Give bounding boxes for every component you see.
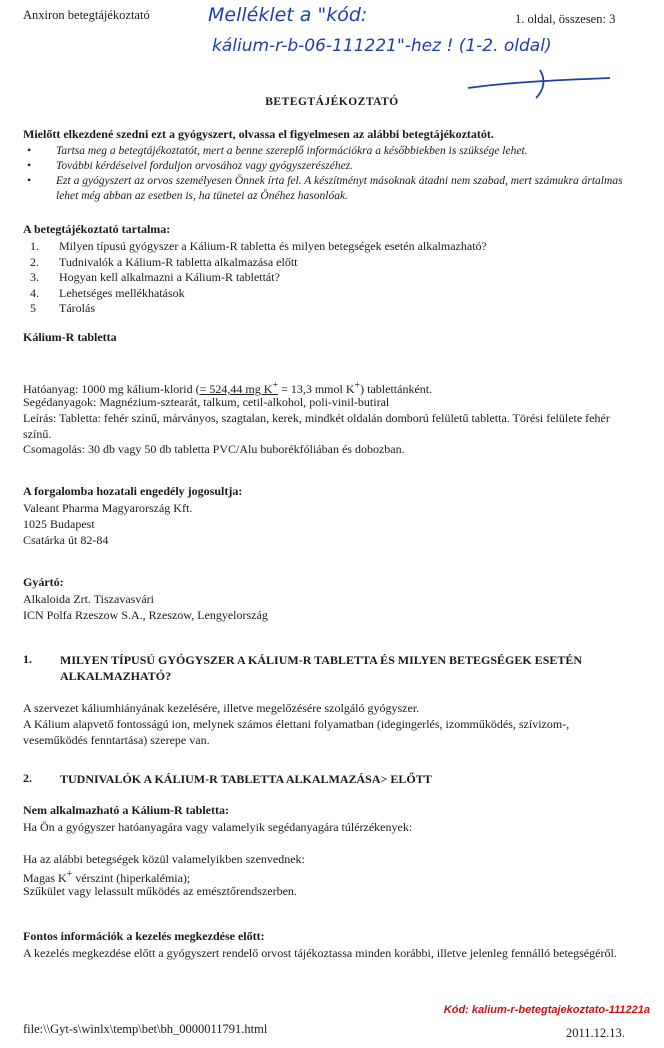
contents-item-text: Tárolás: [59, 301, 95, 316]
contents-item-number: 4.: [30, 285, 39, 300]
description: Leírás: Tabletta: fehér színű, márványos, szagtalan, kerek, mindkét oldalán domború felületű tabletta. Törési felülete fehér színű.: [23, 411, 610, 441]
holder-line: Csatárka út 82-84: [23, 533, 109, 547]
document-header-company: Anxiron betegtájékoztató: [23, 8, 150, 22]
section2-text3: Magas K+ vérszint (hiperkalémia);: [23, 869, 191, 885]
contents-item: [23, 269, 643, 285]
active-ingredient-mmol: = 13,3 mmol K: [281, 382, 355, 396]
section1-title: MILYEN TÍPUSÚ GYÓGYSZER A KÁLIUM-R TABLETTA ÉS MILYEN BETEGSÉGEK ESETÉN ALKALMAZHATÓ?: [60, 653, 583, 683]
product-name: Kálium-R tabletta: [23, 330, 117, 344]
intro-bullet-list: [23, 144, 633, 204]
active-ingredient: Hatóanyag: 1000 mg kálium-klorid (= 524,44 mg K+ = 13,3 mmol K+) tablettánként.: [23, 380, 433, 396]
holder-line: 1025 Budapest: [23, 517, 95, 531]
section2-text4: Szűkület vagy lelassult működés az emésztőrendszerben.: [23, 884, 297, 898]
handwritten-note-line2: kálium-r-b-06-111221"-hez ! (1-2. oldal): [212, 36, 552, 56]
packaging: Csomagolás: 30 db vagy 50 db tabletta PVC/Alu buborékfóliában és dobozban.: [23, 442, 405, 456]
contents-item: [23, 254, 643, 270]
contents-item-text: Milyen típusú gyógyszer a Kálium-R tabletta és milyen betegségek esetén alkalmazható?: [59, 239, 487, 253]
contents-item-number: 2.: [30, 254, 39, 269]
section2-text5: A kezelés megkezdése előtt a gyógyszert rendelő orvost tájékoztassa minden korábbi, illetve jelenleg fennálló betegségéről.: [23, 946, 617, 960]
section2-title: TUDNIVALÓK A KÁLIUM-R TABLETTA ALKALMAZÁSA> ELŐTT: [60, 772, 432, 786]
contents-item-text: Hogyan kell alkalmazni a Kálium-R tablettát?: [59, 270, 280, 285]
excipients: Segédanyagok: Magnézium-sztearát, talkum, cetil-alkohol, poli-vinil-butiral: [23, 395, 390, 409]
section2-sub2: Fontos információk a kezelés megkezdése előtt:: [23, 929, 265, 943]
handwritten-arrow-scribble: [460, 60, 640, 100]
section2-sub1: Nem alkalmazható a Kálium-R tabletta:: [23, 803, 229, 817]
contents-item: [23, 300, 643, 316]
section2-text2: Ha az alábbi betegségek közül valamelyikben szenvednek:: [23, 852, 305, 866]
active-ingredient-potassium-mg: = 524,44 mg K+: [199, 380, 279, 396]
section1-number: 1.: [23, 652, 32, 666]
holder-address: [23, 500, 643, 548]
manufacturer-line: ICN Polfa Rzeszow S.A., Rzeszow, Lengyelország: [23, 608, 268, 622]
contents-item-number: 3.: [30, 270, 39, 285]
page-title: BETEGTÁJÉKOZTATÓ: [265, 96, 399, 108]
section1-text2: A Kálium alapvető fontosságú ion, melynek számos élettani folyamatban (idegingerlés, izomműködés, szívizom-, veseműködés fenntartása) szerepe van.: [23, 717, 570, 747]
intro-bullet: • Ezt a gyógyszert az orvos személyesen Önnek írta fel. A készítményt másoknak átadni nem szabad, mert számukra ártalmas lehet még abban az esetben is, ha tünetei az Önéhez hasonlóak.: [23, 174, 633, 204]
page-counter: 1. oldal, összesen: 3: [515, 12, 616, 26]
manufacturer-line: Alkaloida Zrt. Tiszavasvári: [23, 592, 154, 606]
contents-item-number: 1.: [30, 239, 39, 253]
contents-heading: A betegtájékoztató tartalma:: [23, 222, 171, 236]
holder-heading: A forgalomba hozatali engedély jogosultja:: [23, 484, 243, 498]
intro-heading: Mielőtt elkezdené szedni ezt a gyógyszert, olvassa el figyelmesen az alábbi betegtájékoztatót.: [23, 127, 494, 141]
footer-date: 2011.12.13.: [566, 1026, 625, 1040]
contents-item: [23, 285, 643, 301]
contents-item-text: Lehetséges mellékhatások: [59, 285, 185, 300]
document-code-label: Kód: kalium-r-betegtajekoztato-111221a: [443, 1004, 650, 1016]
holder-line: Valeant Pharma Magyarország Kft.: [23, 501, 193, 515]
intro-bullet: • További kérdéseivel forduljon orvosához vagy gyógyszerészéhez.: [23, 159, 633, 174]
handwritten-note-line1: Melléklet a "kód:: [208, 4, 368, 26]
contents-item-number: 5: [30, 301, 36, 316]
section2-number: 2.: [23, 771, 32, 785]
contents-item-text: Tudnivalók a Kálium-R tabletta alkalmazása előtt: [59, 254, 298, 269]
manufacturer-list: [23, 591, 643, 623]
contents-item: [23, 238, 643, 254]
contents-list: [23, 238, 643, 316]
active-ingredient-label: Hatóanyag: 1000 mg kálium-klorid (: [23, 382, 200, 396]
footer-file-path: file:\\Gyt-s\winlx\temp\bet\bh_0000011791.html: [23, 1022, 268, 1036]
intro-bullet: • Tartsa meg a betegtájékoztatót, mert a benne szereplő információkra a későbbiekben is szüksége lehet.: [23, 144, 633, 159]
section1-text1: A szervezet káliumhiányának kezelésére, illetve megelőzésére szolgáló gyógyszer.: [23, 701, 420, 715]
manufacturer-heading: Gyártó:: [23, 575, 64, 589]
section2-text1: Ha Ön a gyógyszer hatóanyagára vagy valamelyik segédanyagára túlérzékenyek:: [23, 820, 413, 834]
